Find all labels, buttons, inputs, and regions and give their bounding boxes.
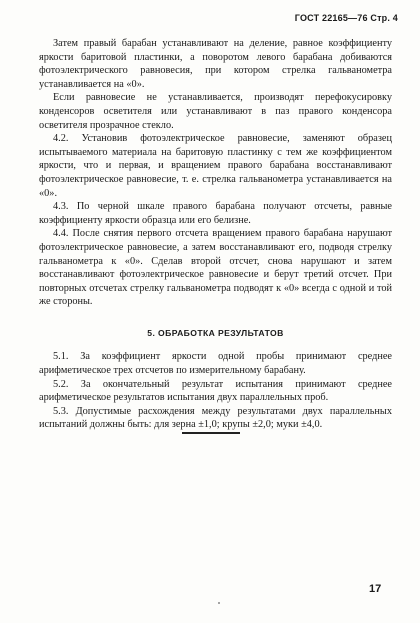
paragraph-5-1: 5.1. За коэффициент яркости одной пробы принимают среднее арифметическое трех отсчетов по измерительному барабану. [39,351,392,377]
page-label: Стр. 4 [370,13,398,23]
page-header [295,13,398,23]
end-rule [182,432,240,434]
paragraph-4-3: 4.3. По черной шкале правого барабана получают отсчеты, равные коэффициенту яркости образца или его белизне. [39,201,392,226]
paragraph-5-2: 5.2. За окончательный результат испытания принимают среднее арифметическое результатов испытания двух параллельных проб. [39,378,392,404]
print-speck [218,602,220,604]
paragraph-refocus: Если равновесие не устанавливается, производят перефокусировку конденсоров осветителя или устанавливают в паз правого конденсора осветителя прозрачное стекло. [39,92,392,131]
page-number: 17 [369,583,382,595]
section-title: 5. ОБРАБОТКА РЕЗУЛЬТАТОВ [147,327,284,338]
paragraph-barrel-setup: Затем правый барабан устанавливают на деление, равное коэффициенту яркости баритовой пластинки, а поворотом левого барабана добиваются фотоэлектрического равновесия, при котором стрелка гальванометра устанавливается на «0». [39,38,392,90]
paragraph-4-2: 4.2. Установив фотоэлектрическое равновесие, заменяют образец испытываемого материала на баритовую пластинку с тем же коэффициентом яркости, что и первая, и вращением правого барабана восстанавливают фотоэлектрическое равновесие, т. е. стрелка гальванометра устанавливается на «0». [39,133,392,199]
document-body [39,37,392,432]
paragraph-4-4: 4.4. После снятия первого отсчета вращением правого барабана нарушают фотоэлектрическое равновесие, а затем восстанавливают его, подводя стрелку гальванометра к «0». Сделав второй отсчет, снова нарушают и затем восстанавливают фотоэлектрическое равновесие и берут третий отсчет. При повторных отсчетах стрелку гальванометра подводят к «0» всегда с одной и той же стороны. [39,228,392,308]
standard-number: ГОСТ 22165—76 [294,13,368,23]
paragraph-5-3: 5.3. Допустимые расхождения между результатами двух параллельных испытаний должны быть: для зерна ±1,0; крупы ±2,0; муки ±4,0. [39,405,392,431]
